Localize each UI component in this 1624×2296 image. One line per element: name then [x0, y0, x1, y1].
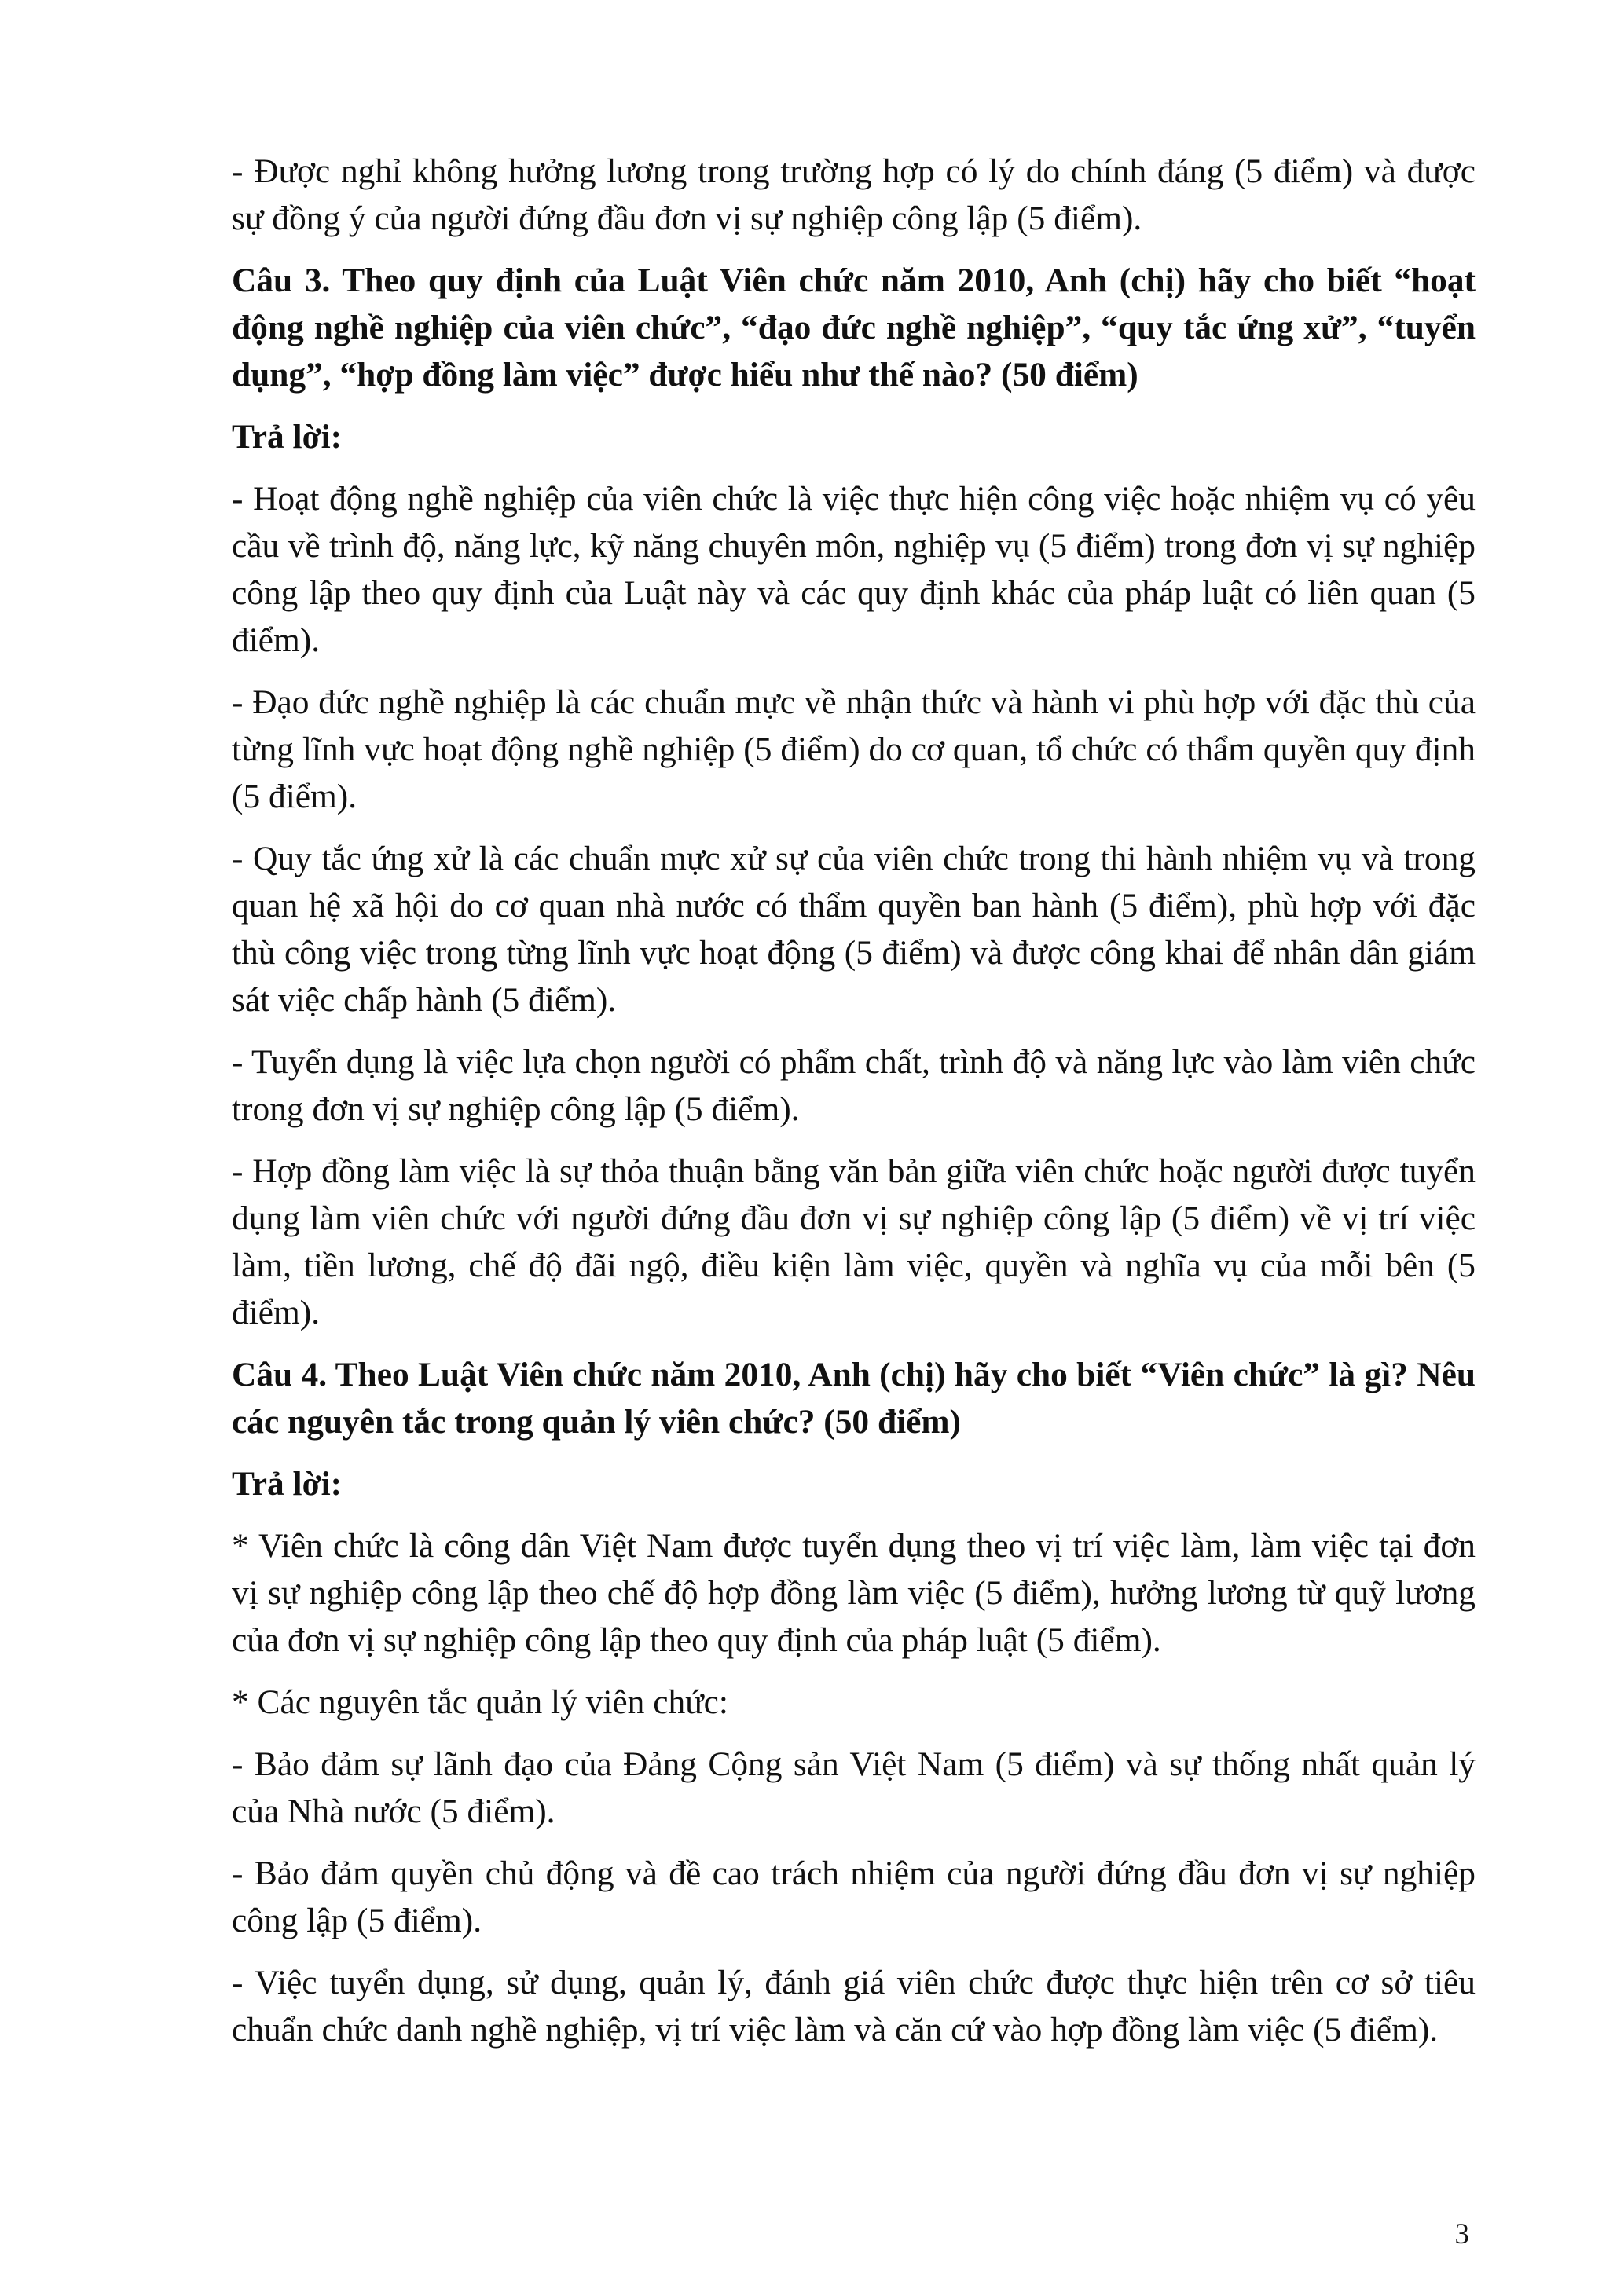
page-number: 3	[1454, 2218, 1469, 2250]
paragraph-leave-unpaid: - Được nghỉ không hưởng lương trong trường hợp có lý do chính đáng (5 điểm) và được sự đồng ý của người đứng đầu đơn vị sự nghiệp công lập (5 điểm).	[232, 152, 1476, 237]
question-4-heading: Câu 4. Theo Luật Viên chức năm 2010, Anh (chị) hãy cho biết “Viên chức” là gì? Nêu các nguyên tắc trong quản lý viên chức? (50 điểm)	[232, 1356, 1476, 1441]
paragraph-civil-servant-definition: * Viên chức là công dân Việt Nam được tuyển dụng theo vị trí việc làm, làm việc tại đơn vị sự nghiệp công lập theo chế độ hợp đồng làm việc (5 điểm), hưởng lương từ quỹ lương của đơn vị sự nghiệp công lập theo quy định của pháp luật (5 điểm).	[232, 1527, 1476, 1659]
paragraph-principles-intro: * Các nguyên tắc quản lý viên chức:	[232, 1683, 728, 1721]
paragraph-principle-party-leadership: - Bảo đảm sự lãnh đạo của Đảng Cộng sản Việt Nam (5 điểm) và sự thống nhất quản lý của Nhà nước (5 điểm).	[232, 1745, 1476, 1830]
paragraph-professional-activity: - Hoạt động nghề nghiệp của viên chức là việc thực hiện công việc hoặc nhiệm vụ có yêu cầu về trình độ, năng lực, kỹ năng chuyên môn, nghiệp vụ (5 điểm) trong đơn vị sự nghiệp công lập theo quy định của Luật này và các quy định khác của pháp luật có liên quan (5 điểm).	[232, 480, 1476, 659]
paragraph-principle-recruitment-basis: - Việc tuyển dụng, sử dụng, quản lý, đánh giá viên chức được thực hiện trên cơ sở tiêu chuẩn chức danh nghề nghiệp, vị trí việc làm và căn cứ vào hợp đồng làm việc (5 điểm).	[232, 1964, 1476, 2049]
answer-label: Trả lời:	[232, 1465, 343, 1503]
document-body	[232, 148, 1476, 2068]
answer-label: Trả lời:	[232, 418, 343, 456]
paragraph-recruitment: - Tuyển dụng là việc lựa chọn người có phẩm chất, trình độ và năng lực vào làm viên chức trong đơn vị sự nghiệp công lập (5 điểm).	[232, 1043, 1476, 1128]
paragraph-principle-autonomy: - Bảo đảm quyền chủ động và đề cao trách nhiệm của người đứng đầu đơn vị sự nghiệp công lập (5 điểm).	[232, 1855, 1476, 1939]
paragraph-professional-ethics: - Đạo đức nghề nghiệp là các chuẩn mực về nhận thức và hành vi phù hợp với đặc thù của từng lĩnh vực hoạt động nghề nghiệp (5 điểm) do cơ quan, tổ chức có thẩm quyền quy định (5 điểm).	[232, 683, 1476, 815]
paragraph-work-contract: - Hợp đồng làm việc là sự thỏa thuận bằng văn bản giữa viên chức hoặc người được tuyển dụng làm viên chức với người đứng đầu đơn vị sự nghiệp công lập (5 điểm) về vị trí việc làm, tiền lương, chế độ đãi ngộ, điều kiện làm việc, quyền và nghĩa vụ của mỗi bên (5 điểm).	[232, 1152, 1476, 1331]
paragraph-code-of-conduct: - Quy tắc ứng xử là các chuẩn mực xử sự của viên chức trong thi hành nhiệm vụ và trong quan hệ xã hội do cơ quan nhà nước có thẩm quyền ban hành (5 điểm), phù hợp với đặc thù công việc trong từng lĩnh vực hoạt động (5 điểm) và được công khai để nhân dân giám sát việc chấp hành (5 điểm).	[232, 840, 1476, 1019]
question-3-heading: Câu 3. Theo quy định của Luật Viên chức năm 2010, Anh (chị) hãy cho biết “hoạt động nghề nghiệp của viên chức”, “đạo đức nghề nghiệp”, “quy tắc ứng xử”, “tuyển dụng”, “hợp đồng làm việc” được hiểu như thế nào? (50 điểm)	[232, 262, 1476, 394]
